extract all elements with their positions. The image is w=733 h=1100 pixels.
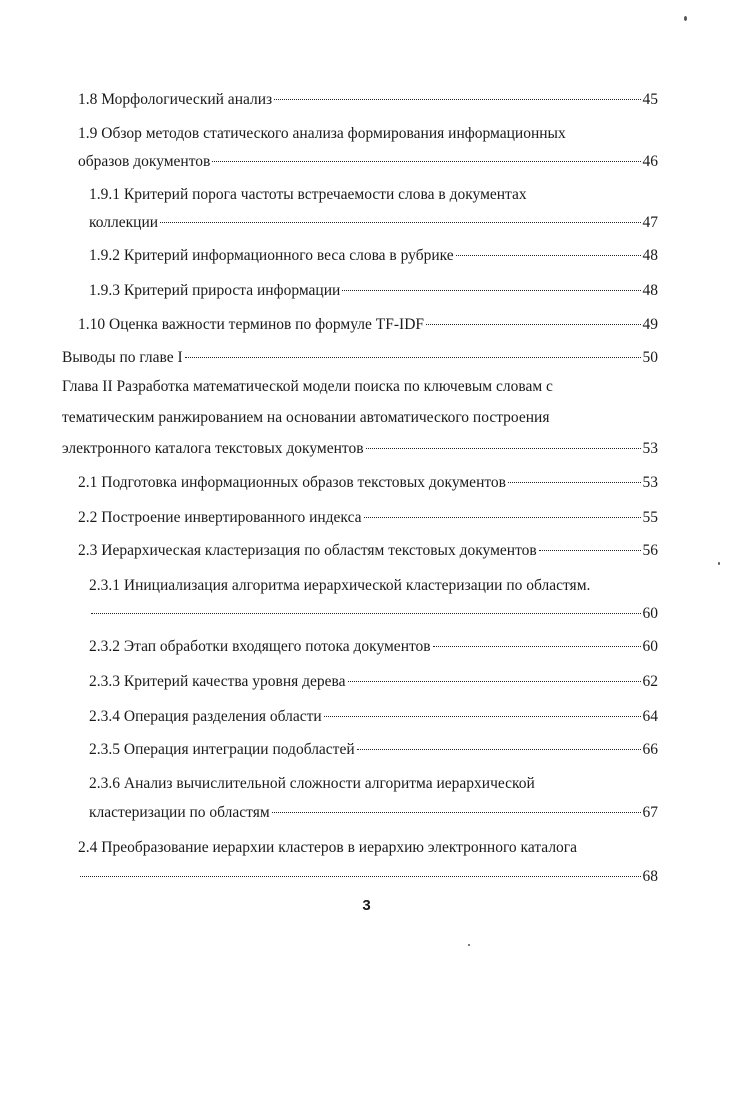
toc-entry-lead: 1.9 Обзор методов статического анализа формирования информационных xyxy=(78,125,566,142)
toc-entry xyxy=(78,541,658,560)
toc-entry-page: 56 xyxy=(642,542,658,559)
leader-dots xyxy=(342,290,640,291)
toc-entry-label: 2.3.3 Критерий качества уровня дерева xyxy=(89,673,346,690)
leader-dots xyxy=(364,517,641,518)
toc-entry-label: 1.10 Оценка важности терминов по формуле TF-IDF xyxy=(78,316,425,333)
toc-entry-label: электронного каталога текстовых документов xyxy=(62,440,364,457)
leader-dots xyxy=(508,482,641,483)
toc-entry xyxy=(78,90,658,109)
leader-dots xyxy=(274,99,640,100)
toc-entry-page: 64 xyxy=(642,708,658,725)
toc-entry xyxy=(89,707,658,726)
toc-entry-page: 67 xyxy=(642,804,658,821)
toc-entry-label: 2.2 Построение инвертированного индекса xyxy=(78,509,362,526)
toc-entry-page: 66 xyxy=(642,741,658,758)
toc-entry-label: 1.8 Морфологический анализ xyxy=(78,91,273,108)
toc-entry xyxy=(89,577,658,623)
toc-entry-lead: 2.3.6 Анализ вычислительной сложности алгоритма иерархической xyxy=(89,775,535,792)
toc-entry-lead: 1.9.1 Критерий порога частоты встречаемости слова в документах xyxy=(89,186,527,203)
toc-entry xyxy=(89,672,658,691)
toc-entry-page: 45 xyxy=(642,91,658,108)
toc-entry-page: 53 xyxy=(642,474,658,491)
toc-entry xyxy=(89,740,658,759)
toc-entry-label: 2.1 Подготовка информационных образов текстовых документов xyxy=(78,474,506,491)
toc-entry xyxy=(89,281,658,300)
toc-entry-label: 1.9.2 Критерий информационного веса слова в рубрике xyxy=(89,247,454,264)
leader-dots xyxy=(366,448,641,449)
leader-dots xyxy=(539,550,641,551)
toc-entry-label: 2.3.4 Операция разделения области xyxy=(89,708,322,725)
scan-speck xyxy=(718,562,720,565)
toc-entry xyxy=(78,839,658,886)
scan-speck xyxy=(468,944,470,946)
toc-entry-page: 55 xyxy=(642,509,658,526)
toc-entry-page: 60 xyxy=(642,638,658,655)
leader-dots xyxy=(348,681,641,682)
toc-entry-page: 48 xyxy=(642,247,658,264)
leader-dots xyxy=(80,876,641,877)
toc-entry-label: образов документов xyxy=(78,153,211,170)
toc-entry-label: 2.3.5 Операция интеграции подобластей xyxy=(89,741,355,758)
toc-entry xyxy=(78,315,658,334)
leader-dots xyxy=(160,222,640,223)
toc-entry-page: 62 xyxy=(642,673,658,690)
page-number: 3 xyxy=(362,897,371,914)
toc-entry xyxy=(62,378,658,458)
toc-entry-label: коллекции xyxy=(89,214,159,231)
toc-entry-label: 2.3.2 Этап обработки входящего потока документов xyxy=(89,638,431,655)
toc-entry-label: 1.9.3 Критерий прироста информации xyxy=(89,282,341,299)
toc-entry xyxy=(62,348,658,367)
toc-entry-lead: тематическим ранжированием на основании автоматического построения xyxy=(62,409,550,426)
toc-entry xyxy=(89,637,658,656)
toc-entry-page: 47 xyxy=(642,214,658,231)
leader-dots xyxy=(212,161,640,162)
toc-entry-page: 60 xyxy=(642,605,658,622)
toc-entry-label: кластеризации по областям xyxy=(89,804,270,821)
leader-dots xyxy=(357,749,641,750)
toc-entry xyxy=(78,125,658,171)
toc-entry xyxy=(78,473,658,492)
toc-entry-label: Выводы по главе I xyxy=(62,349,183,366)
leader-dots xyxy=(324,716,641,717)
toc-entry-page: 46 xyxy=(642,153,658,170)
toc-entry-page: 50 xyxy=(642,349,658,366)
toc-entry-lead: Глава II Разработка математической модели поиска по ключевым словам с xyxy=(62,378,553,395)
toc-entry xyxy=(89,246,658,265)
leader-dots xyxy=(272,812,641,813)
leader-dots xyxy=(185,357,641,358)
toc-entry-page: 53 xyxy=(642,440,658,457)
leader-dots xyxy=(91,613,641,614)
leader-dots xyxy=(426,324,640,325)
toc-entry-label: 2.3 Иерархическая кластеризация по областям текстовых документов xyxy=(78,542,537,559)
toc-entry xyxy=(89,186,658,232)
toc-entry xyxy=(78,508,658,527)
toc-entry-page: 68 xyxy=(642,868,658,885)
toc-entry xyxy=(89,775,658,822)
toc-entry-lead: 2.4 Преобразование иерархии кластеров в иерархию электронного каталога xyxy=(78,839,578,856)
toc-entry-page: 49 xyxy=(642,316,658,333)
toc-entry-page: 48 xyxy=(642,282,658,299)
leader-dots xyxy=(433,646,641,647)
scan-speck xyxy=(684,16,687,21)
leader-dots xyxy=(456,255,641,256)
toc-entry-lead: 2.3.1 Инициализация алгоритма иерархической кластеризации по областям. xyxy=(89,577,591,594)
